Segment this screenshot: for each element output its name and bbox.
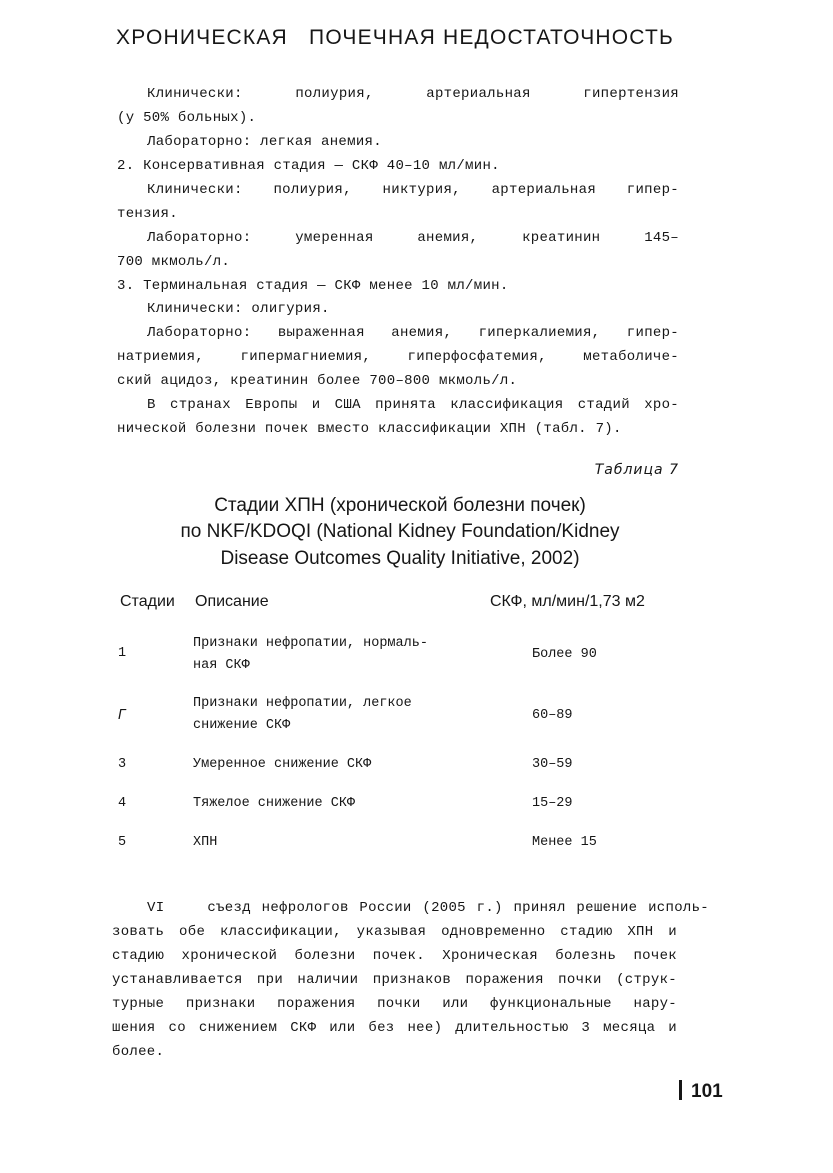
table-label: Таблица 7 [594, 462, 679, 478]
text-line: ский ацидоз, креатинин более 700–800 мкмоль/л. [117, 373, 518, 389]
gfr-cell: Менее 15 [532, 835, 597, 850]
table-title-line: Disease Outcomes Quality Initiative, 2002) [220, 548, 580, 569]
text-line: (у 50% больных). [117, 110, 257, 126]
text-line: турные признаки поражения почки или функциональные нару- [112, 996, 677, 1012]
stage-cell: 5 [118, 835, 127, 850]
text-line: Клинически: олигурия. [147, 301, 330, 317]
stage-cell: 4 [118, 796, 127, 811]
description-cell: Признаки нефропатии, нормаль- [193, 636, 428, 651]
text-line: устанавливается при наличии признаков поражения почки (струк- [112, 972, 677, 988]
description-cell: Умеренное снижение СКФ [193, 757, 372, 772]
stage-cell: 3 [118, 757, 127, 772]
text-line: зовать обе классификации, указывая одновременно стадию ХПН и [112, 924, 677, 940]
text-line: шения со снижением СКФ или без нее) длительностью 3 месяца и [112, 1020, 677, 1036]
text-line: Лабораторно: выраженная анемия, гиперкалиемия, гипер- [147, 325, 679, 341]
text-line: 2. Консервативная стадия — СКФ 40–10 мл/мин. [117, 158, 500, 174]
table-title-line: Стадии ХПН (хронической болезни почек) [214, 495, 586, 516]
column-header-gfr: СКФ, мл/мин/1,73 м2 [490, 593, 645, 610]
text-line: В странах Европы и США принята классификация стадий хро- [147, 397, 679, 413]
text-line: Клинически: полиурия, никтурия, артериальная гипер- [147, 182, 679, 198]
gfr-cell: 60–89 [532, 708, 573, 723]
text-line: более. [112, 1044, 165, 1060]
text-line: стадию хронической болезни почек. Хроническая болезнь почек [112, 948, 677, 964]
stage-cell: Г [118, 707, 126, 723]
page-number-bar [679, 1080, 682, 1100]
description-cell: Признаки нефропатии, легкое [193, 696, 412, 711]
page-header: ХРОНИЧЕСКАЯ ПОЧЕЧНАЯ НЕДОСТАТОЧНОСТЬ [116, 26, 674, 49]
gfr-cell: 30–59 [532, 757, 573, 772]
column-header-description: Описание [195, 593, 269, 610]
text-line: Лабораторно: легкая анемия. [147, 134, 382, 150]
table-title-line: по NKF/KDOQI (National Kidney Foundation/Kidney [180, 521, 620, 542]
description-cell: снижение СКФ [193, 718, 291, 733]
text-line: 700 мкмоль/л. [117, 254, 231, 270]
stage-cell: 1 [118, 646, 127, 661]
text-line: 3. Терминальная стадия — СКФ менее 10 мл/мин. [117, 278, 509, 294]
description-cell: ХПН [193, 835, 218, 850]
text-line: Клинически: полиурия, артериальная гипертензия [147, 86, 679, 102]
page-number-value: 101 [691, 1081, 723, 1102]
text-line: Лабораторно: умеренная анемия, креатинин 145– [147, 230, 679, 246]
page-number [679, 1080, 723, 1103]
description-cell: ная СКФ [193, 658, 250, 673]
gfr-cell: 15–29 [532, 796, 573, 811]
text-line: тензия. [117, 206, 178, 222]
gfr-cell: Более 90 [532, 647, 597, 662]
text-line: нической болезни почек вместо классификации ХПН (табл. 7). [117, 421, 622, 437]
column-header-stage: Стадии [120, 593, 175, 610]
text-line: натриемия, гипермагниемия, гиперфосфатемия, метаболиче- [117, 349, 679, 365]
text-line: VI съезд нефрологов России (2005 г.) принял решение исполь- [147, 900, 709, 916]
description-cell: Тяжелое снижение СКФ [193, 796, 356, 811]
